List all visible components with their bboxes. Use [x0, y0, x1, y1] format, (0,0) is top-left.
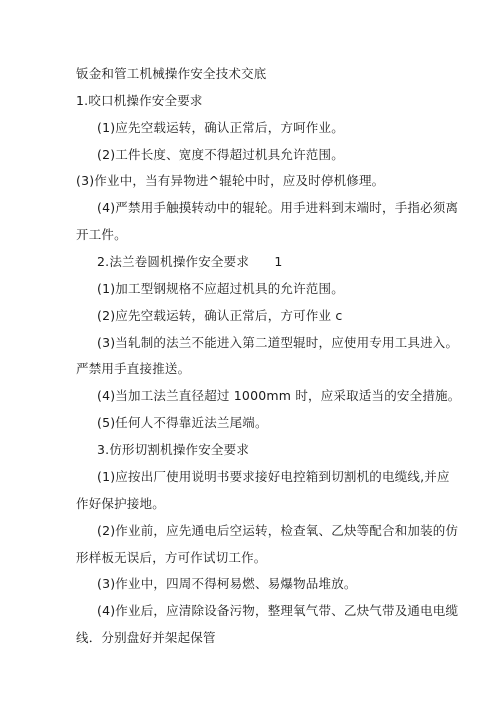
text-line: (2)作业前，应先通电后空运转，检查氧、乙炔等配合和加装的仿: [97, 523, 459, 538]
section-heading: 2.法兰卷圆机操作安全要求 1: [97, 254, 283, 269]
text-line: (2)工件长度、宽度不得超过机具允许范围。: [97, 147, 344, 162]
text-line: 开工件。: [76, 227, 127, 242]
text-line: (4)严禁用手触摸转动中的辊轮。用手进料到末端时，手指必须离: [97, 200, 459, 215]
text-line: (1)应先空载运转，确认正常后，方呵作业。: [97, 120, 344, 135]
text-line: (5)任何人不得靠近法兰尾端。: [97, 415, 268, 430]
section-heading: 1.咬口机操作安全要求: [76, 93, 203, 108]
text-line: (3)当轧制的法兰不能进入第二道型辊时，应使用专用工具进入。: [97, 335, 459, 350]
text-line: 形样板无误后，方可作试切工作。: [76, 550, 267, 565]
section-heading: 3.仿形切割机操作安全要求: [97, 442, 250, 457]
text-line: (2)应先空载运转，确认正常后，方可作业 c: [97, 308, 343, 323]
text-line: (4)当加工法兰直径超过 1000mm 时，应采取适当的安全措施。: [97, 388, 461, 403]
text-line: (1)加工型钢规格不应超过机具的允许范围。: [97, 281, 344, 296]
text-line: (1)应按出厂使用说明书要求接好电控箱到切割机的电缆线,并应: [97, 469, 450, 484]
text-line: (3)作业中，当有异物进^辊轮中时，应及时停机修理。: [76, 173, 385, 188]
text-line: 严禁用手直接推送。: [76, 361, 191, 376]
text-line: 作好保护接地。: [76, 496, 165, 511]
text-line: (4)作业后，应清除设备污物，整理氧气带、乙炔气带及通电电缆: [97, 603, 459, 618]
text-line: 线．分别盘好并架起保管: [76, 630, 216, 645]
text-line: (3)作业中，四周不得柯易燃、易爆物品堆放。: [97, 576, 357, 591]
document-title: 钣金和管工机械操作安全技术交底: [76, 66, 267, 81]
